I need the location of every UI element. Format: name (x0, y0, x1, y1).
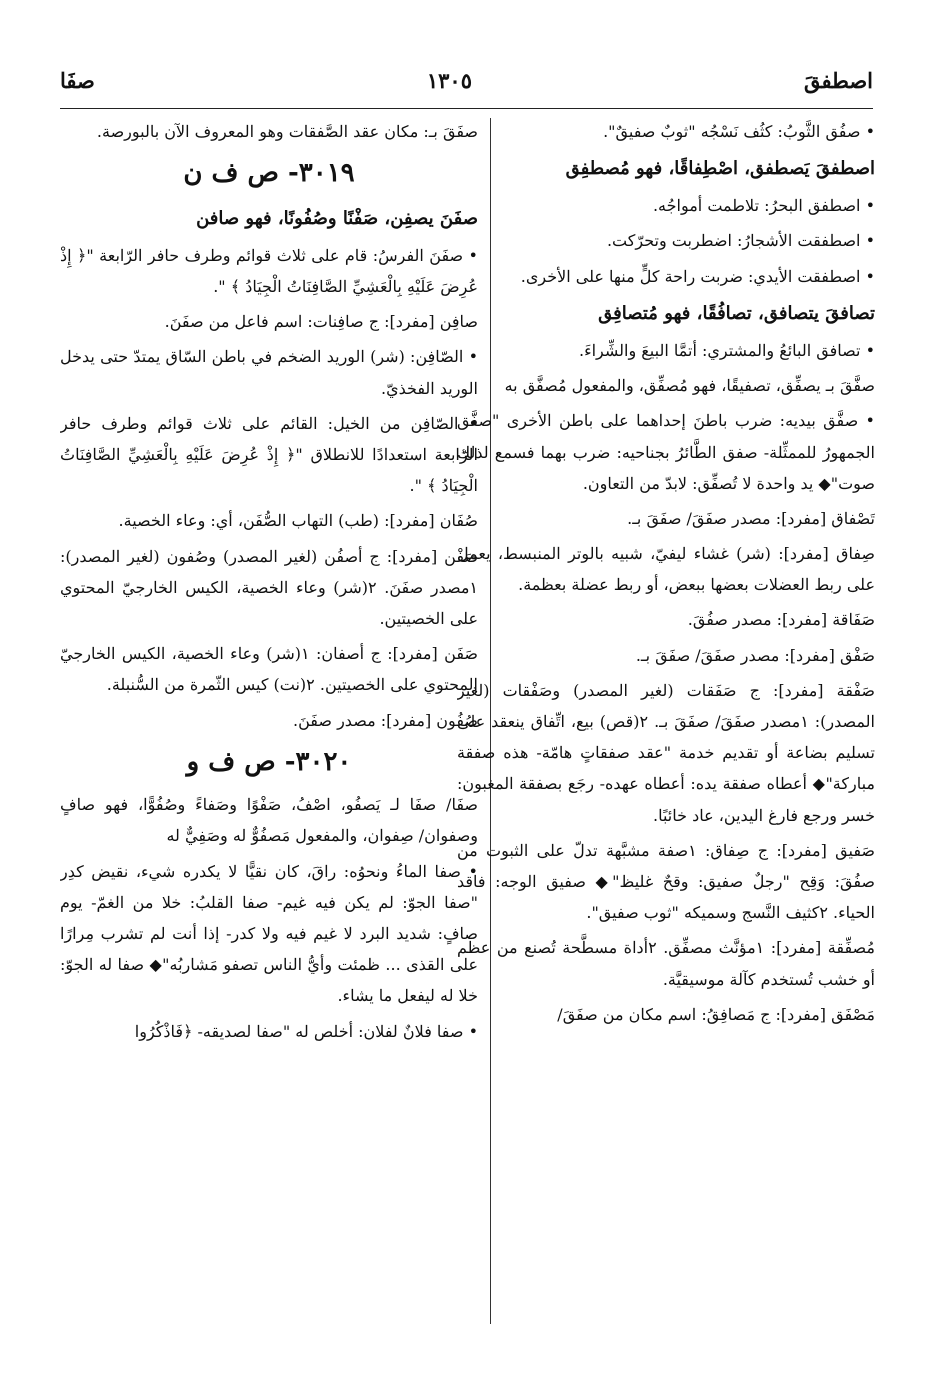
dictionary-entry: مَصْفَق [مفرد]: ج مَصافِقُ: اسم مكان من صفَقَ/ (557, 1004, 875, 1024)
entry-sense: • تصافق البائعُ والمشتري: أتمَّا البيعَ والشِّراءَ. (579, 340, 875, 360)
dictionary-entry: صفَقَ بـ: مكان عقد الصَّفقات وهو المعروف الآن بالبورصة. (96, 122, 478, 141)
entry-sense: • صفُق الثَّوبُ: كثُف نَسْجُه "ثوبٌ صفيقٌ". (603, 122, 875, 141)
dictionary-entry: صافِن [مفرد]: ج صافِنات: اسم فاعل من صفَنَ. (164, 312, 478, 332)
headword-line: صفَنَ يصفِن، صَفْنًا وصُفُونًا، فهو صافن (196, 207, 478, 229)
dictionary-entry: صَفْق [مفرد]: مصدر صفَقَ/ صفَقَ بـ. (635, 645, 875, 665)
running-head-first-word: اصطفقَ (803, 67, 873, 93)
dictionary-entry: تَصْفاق [مفرد]: مصدر صفَقَ/ صفَقَ بـ. (627, 508, 875, 528)
headword-line: صفَّقَ بـ يصفِّق، تصفيقًا، فهو مُصفِّق، والمفعول مُصفَّق به (504, 376, 875, 396)
right-column (457, 116, 875, 1336)
page-number: ١٣٠٥ (426, 67, 472, 93)
headword-line: اصطفقَ يَصطفق، اصْطِفاقًا، فهو مُصطفِق (565, 158, 875, 180)
entry-sense: • الصّافِن من الخيل: القائم على ثلاث قوائم وطرف حافر الرّابعة استعدادًا للانطلاق "﴿ إِذْ عُرِضَ عَلَيْهِ بِالْعَشِيِّ الصَّافِنَاتُ الْجِيَادُ ﴾ ". (60, 413, 478, 496)
header-rule (60, 108, 873, 109)
entry-sense: • اصطفقت الأيدي: ضربت راحة كلٍّ منها على الأخرى. (520, 266, 875, 286)
entry-sense: • اصطفق البحرُ: تلاطمت أمواجُه. (652, 196, 875, 216)
running-head (60, 60, 873, 100)
left-column (60, 116, 478, 1336)
dictionary-entry: صَفْن [مفرد]: ج أصفُن (لغير المصدر) وصُفون (لغير المصدر): ١مصدر صفَنَ. ٢(شر) وعاء الخصية، الكيس الخارجيّ المحتوي على الخصيتين. (60, 546, 478, 628)
dictionary-entry: صَفَن [مفرد]: ج أصفان: ١(شر) وعاء الخصية، الكيس الخارجيّ المحتوي على الخصيتين. ٢(نت) كيس الثّمرة من السُّنبلة. (60, 644, 478, 695)
entry-sense: • صفَنَ الفرسُ: قام على ثلاث قوائم وطرف حافر الرّابعة "﴿ إِذْ عُرِضَ عَلَيْهِ بِالْعَشِيِّ الصَّافِنَاتُ الْجِيَادُ ﴾ ". (60, 245, 478, 297)
dictionary-entry: صُفَان [مفرد]: (طب) التهاب الصُّفَن، أي: وعاء الخصية. (118, 511, 478, 531)
dictionary-entry: مُصفِّقة [مفرد]: ١مؤنَّث مصفِّق. ٢أداة مسطَّحة تُصنع من عظم أو خشب تُستخدم كآلة موسيقيَّة. (457, 938, 875, 989)
root-heading: ٣٠٢٠- ص ف و (186, 746, 352, 777)
dictionary-entry: صُفُون [مفرد]: مصدر صفَنَ. (293, 710, 478, 730)
running-head-last-word: صفَا (60, 67, 95, 93)
entry-sense: • صفَّق بيديه: ضرب باطنَ إحداهما على باطن الأخرى "صفَّق الجمهورُ للممثِّلة- صفق الطَّائرُ بجناحيه: ضرب بهما فسمع لذلك صوت"◆ يد واحدة لا تُصفِّق: لابدّ من التعاون. (457, 411, 875, 493)
dictionary-entry: صَفْقة [مفرد]: ج صَفَقات (لغير المصدر) وصَفْقات (لغير المصدر): ١مصدر صفَقَ/ صفَقَ بـ. ٢(قص) بيع، اتِّفاق ينعقد على تسليم بضاعة أو تقديم خدمة "عقد صفقاتٍ هامّة- هذه صفقة مباركة"◆ أعطاه صفقة يده: أعطاه عهده- رجَع بصفقة المغبون: خسر ورجع فارغ اليدين، عاد خائبًا. (457, 680, 875, 825)
dictionary-entry: صِفاق [مفرد]: (شر) غشاء ليفيّ، شبيه بالوتر المنبسط، يعمل على ربط العضلات بعضها ببعض، أو ربط عضلة بعظمة. (457, 544, 875, 595)
headword-line: تصافقَ يتصافق، تصافُقًا، فهو مُتصافِق (598, 302, 875, 324)
entry-sense: • صفا فلانٌ لفلان: أخلص له "صفا لصديقه- ﴿فَاذْكُرُوا (134, 1021, 478, 1041)
dictionary-entry: صَفيق [مفرد]: ج صِفاق: ١صفة مشبَّهة تدلّ على الثبوت من صفُقَ: وَقِح "رجلٌ صفيق: وقحٌ غليظ"◆ صفيق الوجه: فاقد الحياء. ٢كثيف النَّسج وسميكه "ثوب صفيق". (457, 840, 875, 923)
headword-line: صفَا/ صفَا لـ يَصفُو، اصْفُ، صَفْوًا وصَفاءً وصُفُوًّا، فهو صافٍ وصفوان/ صِفوان، والمفعول مَصفُوٌّ له وصَفِيٌّ له (60, 795, 478, 846)
dictionary-entry: صَفَاقة [مفرد]: مصدر صفُقَ. (687, 610, 875, 630)
root-heading: ٣٠١٩- ص ف ن (183, 158, 355, 189)
entry-sense: • الصّافِن: (شر) الوريد الضخم في باطن السّاق يمتدّ حتى يدخل الوريد الفخذيّ. (60, 347, 478, 398)
entry-sense: • اصطفقت الأشجارُ: اضطربت وتحرّكت. (606, 231, 875, 251)
entry-sense: • صفا الماءُ ونحوُه: راقَ، كان نقيًّا لا يكدره شيء، نقيض كدِر "صفا الجوّ: لم يكن فيه غيم- صفا القلبُ: خلا من الغمّ- يوم صافٍ: شديد البرد لا غيم فيه ولا كدر- إذا أنت لم تشرب مِرارًا على القذى ... ظمئت وأيُّ الناس تصفو مَشاربُه"◆ صفا له الجوّ: خلا له ليفعل ما يشاء. (60, 861, 478, 1006)
